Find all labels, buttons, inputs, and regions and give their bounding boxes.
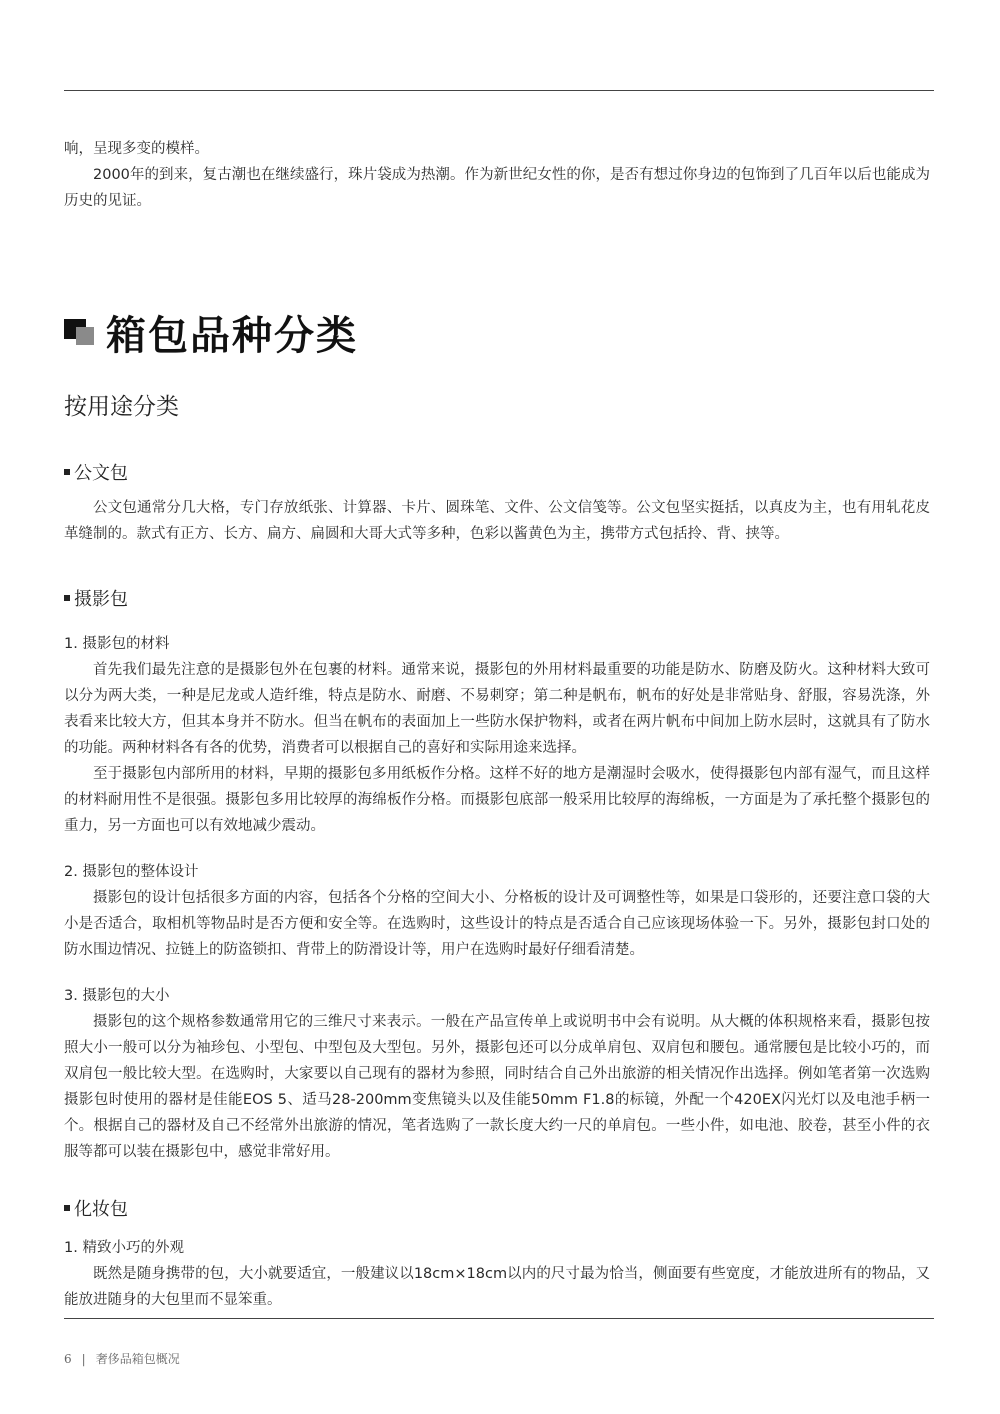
subsection-briefcase: [64, 459, 930, 485]
intro-paragraph-1: 响，呈现多变的模样。: [64, 141, 209, 157]
subsection-title: 公文包: [74, 463, 128, 484]
footer-separator: |: [81, 1352, 86, 1366]
square-bullet-icon: [64, 317, 98, 347]
item-paragraph: 首先我们最先注意的是摄影包外在包裹的材料。通常来说，摄影包的外用材料最重要的功能是防水、防磨及防火。这种材料大致可以分为两大类，一种是尼龙或人造纤维，特点是防水、耐磨、不易刺穿；第二种是帆布，帆布的好处是非常贴身、舒服，容易洗涤，外表看来比较大方，但其本身并不防水。但当在帆布的表面加上一些防水保护物料，或者在两片帆布中间加上防水层时，这就具有了防水的功能。两种材料各有各的优势，消费者可以根据自己的喜好和实际用途来选择。: [64, 662, 930, 756]
square-bullet-icon: [64, 469, 70, 475]
square-bullet-icon: [64, 1205, 70, 1211]
subsection-title: 化妆包: [74, 1199, 128, 1220]
item-paragraph: 既然是随身携带的包，大小就要适宜，一般建议以18cm×18cm以内的尺寸最为恰当，侧面要有些宽度，才能放进所有的物品，又能放进随身的大包里而不显笨重。: [64, 1266, 930, 1308]
item-heading: 1. 精致小巧的外观: [64, 1240, 184, 1256]
item-heading: 2. 摄影包的整体设计: [64, 864, 199, 880]
item-paragraph: 摄影包的设计包括很多方面的内容，包括各个分格的空间大小、分格板的设计及可调整性等，如果是口袋形的，还要注意口袋的大小是否适合，取相机等物品时是否方便和安全等。在选购时，这些设计的特点是否适合自己应该现场体验一下。另外，摄影包封口处的防水围边情况、拉链上的防盗锁扣、背带上的防滑设计等，用户在选购时最好仔细看清楚。: [64, 890, 930, 958]
item-paragraph: 至于摄影包内部所用的材料，早期的摄影包多用纸板作分格。这样不好的地方是潮湿时会吸水，使得摄影包内部有湿气，而且这样的材料耐用性不是很强。摄影包多用比较厚的海绵板作分格。而摄影包底部一般采用比较厚的海绵板，一方面是为了承托整个摄影包的重力，另一方面也可以有效地减少震动。: [64, 766, 930, 834]
page-footer: [64, 1350, 180, 1367]
subsection-title: 摄影包: [74, 589, 128, 610]
intro-paragraph-2: 2000年的到来，复古潮也在继续盛行，珠片袋成为热潮。作为新世纪女性的你，是否有想过你身边的包饰到了几百年以后也能成为历史的见证。: [64, 167, 930, 209]
cosmetic-item-1: [64, 1235, 930, 1313]
item-heading: 1. 摄影包的材料: [64, 636, 170, 652]
camera-item-2: [64, 859, 930, 963]
item-heading: 3. 摄影包的大小: [64, 988, 170, 1004]
page-number: 6: [64, 1352, 72, 1366]
chapter-heading: [64, 304, 930, 360]
briefcase-paragraph: 公文包通常分几大格，专门存放纸张、计算器、卡片、圆珠笔、文件、公文信笺等。公文包坚实挺括，以真皮为主，也有用轧花皮革缝制的。款式有正方、长方、扁方、扁圆和大哥大式等多种，色彩以酱黄色为主，携带方式包括拎、背、挟等。: [64, 500, 930, 542]
book-title: 奢侈品箱包概况: [95, 1352, 180, 1366]
chapter-title: 箱包品种分类: [106, 312, 358, 359]
subsection-cosmetic-bag: [64, 1195, 930, 1221]
footer-rule: [64, 1318, 934, 1319]
item-paragraph: 摄影包的这个规格参数通常用它的三维尺寸来表示。一般在产品宣传单上或说明书中会有说明。从大概的体积规格来看，摄影包按照大小一般可以分为袖珍包、小型包、中型包及大型包。另外，摄影包还可以分成单肩包、双肩包和腰包。通常腰包是比较小巧的，而双肩包一般比较大型。在选购时，大家要以自己现有的器材为参照，同时结合自己外出旅游的相关情况作出选择。例如笔者第一次选购摄影包时使用的器材是佳能EOS 5、适马28-200mm变焦镜头以及佳能50mm F1.8的标镜，外配一个420EX闪光灯以及电池手柄一个。根据自己的器材及自己不经常外出旅游的情况，笔者选购了一款长度大约一尺的单肩包。一些小件，如电池、胶卷，甚至小件的衣服等都可以装在摄影包中，感觉非常好用。: [64, 1014, 930, 1160]
section-title: 按用途分类: [64, 394, 179, 420]
page-content: [64, 136, 930, 1313]
header-rule: [64, 90, 934, 91]
camera-item-3: [64, 983, 930, 1165]
square-bullet-icon: [64, 595, 70, 601]
camera-item-1: [64, 631, 930, 839]
subsection-camera-bag: [64, 585, 930, 611]
